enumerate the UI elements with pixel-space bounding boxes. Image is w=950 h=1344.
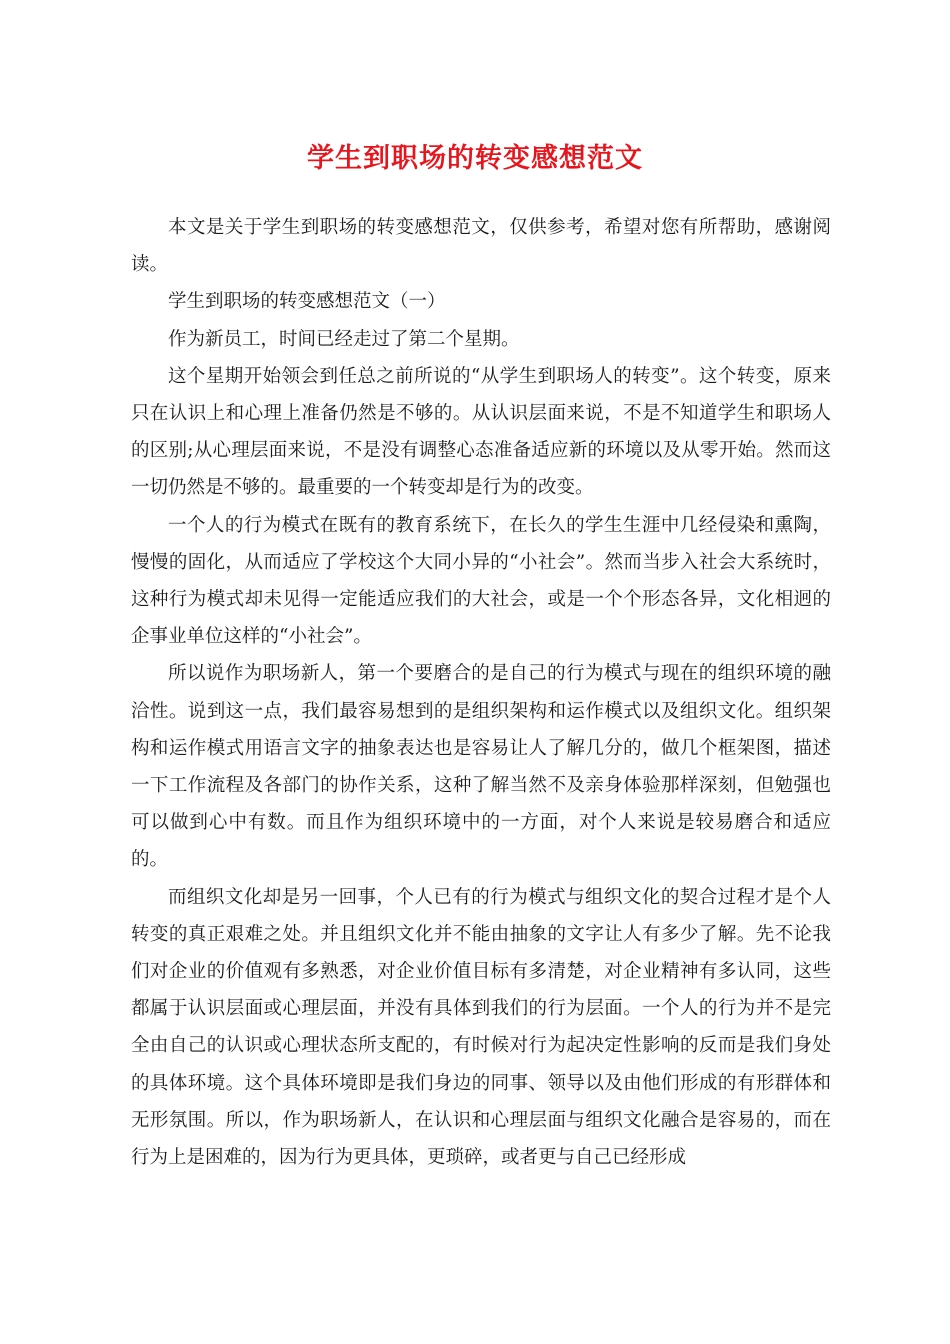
paragraph: 一个人的行为模式在既有的教育系统下，在长久的学生生涯中几经侵染和熏陶，慢慢的固化，从而适应了学校这个大同小异的“小社会”。然而当步入社会大系统时，这种行为模式却未见得一定能适应我们的大社会，或是一个个形态各异，文化相迥的企事业单位这样的“小社会”。 bbox=[131, 514, 831, 648]
paragraph-intro: 本文是关于学生到职场的转变感想范文，仅供参考，希望对您有所帮助，感谢阅读。 bbox=[131, 217, 831, 276]
document-title: 学生到职场的转变感想范文 bbox=[307, 143, 643, 174]
paragraph-section-heading: 学生到职场的转变感想范文（一） bbox=[168, 291, 446, 313]
paragraph: 这个星期开始领会到任总之前所说的“从学生到职场人的转变”。这个转变，原来只在认识上和心理上准备仍然是不够的。从认识层面来说，不是不知道学生和职场人的区别;从心理层面来说，不是没有调整心态准备适应新的环境以及从零开始。然而这一切仍然是不够的。最重要的一个转变却是行为的改变。 bbox=[131, 365, 831, 499]
paragraph: 而组织文化却是另一回事，个人已有的行为模式与组织文化的契合过程才是个人转变的真正艰难之处。并且组织文化并不能由抽象的文字让人有多少了解。先不论我们对企业的价值观有多熟悉，对企业价值目标有多清楚，对企业精神有多认同，这些都属于认识层面或心理层面，并没有具体到我们的行为层面。一个人的行为并不是完全由自己的认识或心理状态所支配的，有时候对行为起决定性影响的反而是我们身处的具体环境。这个具体环境即是我们身边的同事、领导以及由他们形成的有形群体和无形氛围。所以，作为职场新人，在认识和心理层面与组织文化融合是容易的，而在行为上是困难的，因为行为更具体，更琐碎，或者更与自己已经形成 bbox=[131, 886, 831, 1169]
paragraph: 作为新员工，时间已经走过了第二个星期。 bbox=[168, 328, 520, 350]
paragraph: 所以说作为职场新人，第一个要磨合的是自己的行为模式与现在的组织环境的融洽性。说到这一点，我们最容易想到的是组织架构和运作模式以及组织文化。组织架构和运作模式用语言文字的抽象表达也是容易让人了解几分的，做几个框架图，描述一下工作流程及各部门的协作关系，这种了解当然不及亲身体验那样深刻，但勉强也可以做到心中有数。而且作为组织环境中的一方面，对个人来说是较易磨合和适应的。 bbox=[131, 663, 831, 871]
document-body bbox=[131, 209, 831, 1176]
